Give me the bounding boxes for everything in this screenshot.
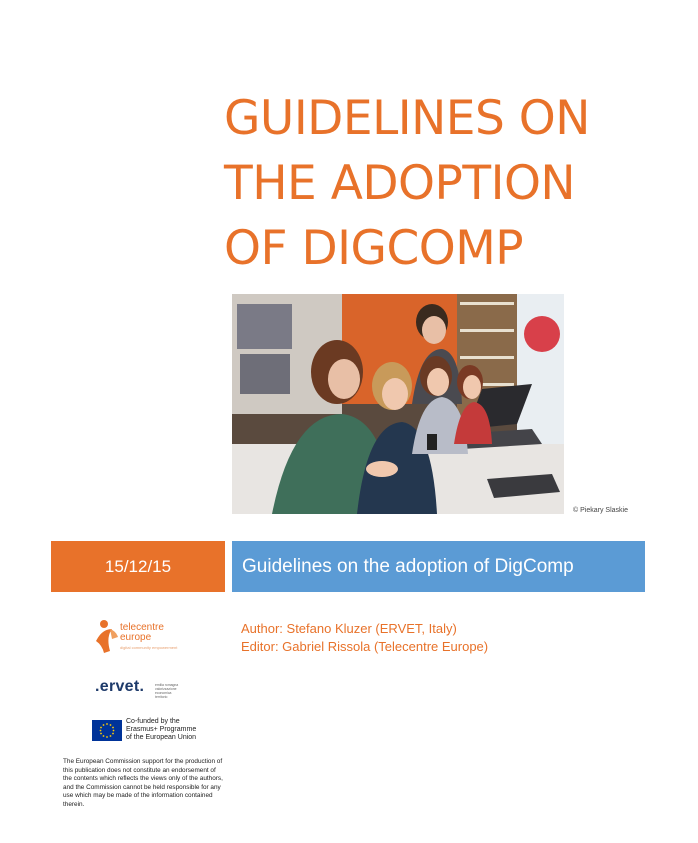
telecentre-line-2: europe [120,632,152,643]
telecentre-tagline: digital community empowerment [120,645,178,650]
title-line-3: OF DIGCOMP [224,221,524,276]
photo-credit: © Piekary Slaskie [573,507,628,514]
ervet-tagline: emilia romagna valorizzazione economica territorio [155,683,179,699]
cover-photo [232,294,564,514]
subtitle-banner [232,541,645,592]
author-line: Author: Stefano Kluzer (ERVET, Italy) [241,621,457,636]
eu-cofunding-text: Co-funded by the Erasmus+ Programme of the European Union [126,718,197,741]
telecentre-wordmark [120,623,164,643]
students-at-laptops-illustration [232,294,564,514]
eu-flag-icon [92,720,122,741]
title-line-1: GUIDELINES ON [224,91,590,146]
title-line-2: THE ADOPTION [224,156,576,211]
editor-line: Editor: Gabriel Rissola (Telecentre Europe) [241,639,489,654]
disclaimer-text: The European Commission support for the production of this publication does not constitute an endorsement of the contents which reflects the views only of the authors, and the Commission cannot be held responsible for any use which may be made of the information contained therein. [63,758,223,808]
credits-block [241,620,488,656]
publication-date: 15/12/15 [104,556,172,576]
date-banner [51,541,225,592]
ervet-logo: .ervet. [95,678,145,695]
telecentre-line-1: telecentre [120,622,164,633]
document-title [224,86,684,281]
document-subtitle: Guidelines on the adoption of DigComp [242,555,574,577]
